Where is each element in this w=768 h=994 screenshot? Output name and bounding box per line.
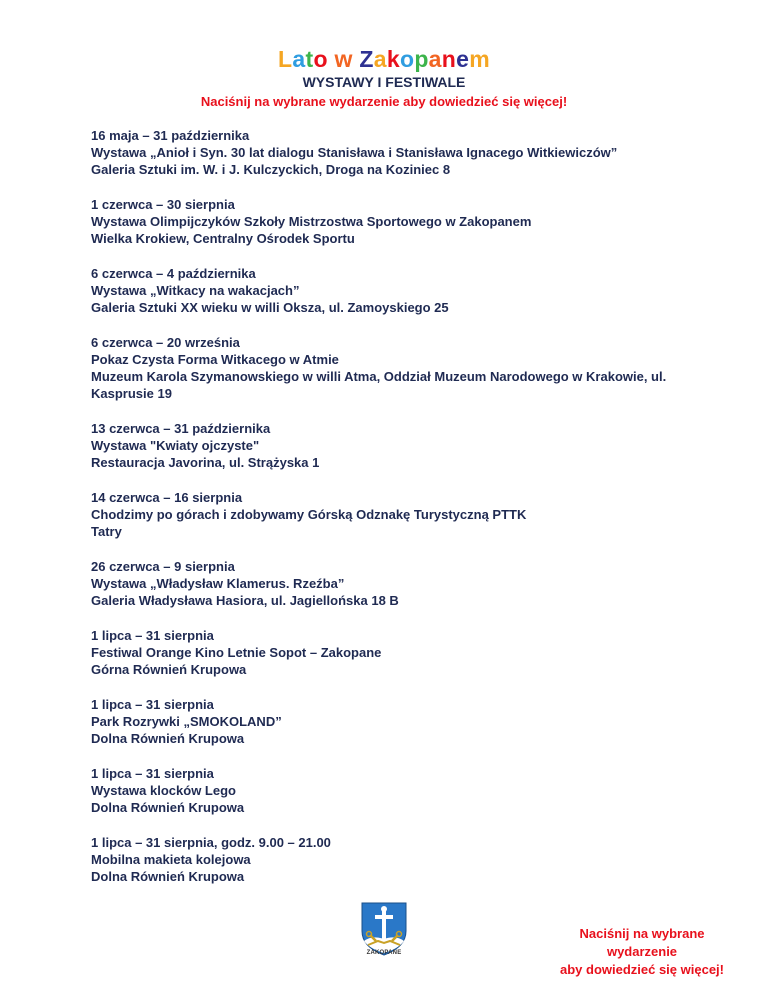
title-letter: a <box>292 46 306 72</box>
corner-hint-line: aby dowiedzieć się więcej! <box>559 962 724 977</box>
corner-hint-line: Naciśnij na wybrane <box>579 926 705 941</box>
event-list <box>91 127 711 903</box>
title-letter: t <box>305 46 314 72</box>
event-dates: 13 czerwca – 31 października <box>91 421 271 436</box>
event-dates: 26 czerwca – 9 sierpnia <box>91 559 235 574</box>
event-item[interactable] <box>91 127 711 178</box>
title-letter: o <box>399 46 415 72</box>
title-letter: w <box>334 46 353 72</box>
corner-hint[interactable] <box>542 925 742 979</box>
event-item[interactable] <box>91 696 711 747</box>
title-letter: k <box>386 46 400 72</box>
event-dates: 1 lipca – 31 sierpnia <box>91 766 214 781</box>
event-place: Galeria Sztuki im. W. i J. Kulczyckich, Droga na Koziniec 8 <box>91 162 451 177</box>
event-name: Wystawa „Witkacy na wakacjach” <box>91 283 300 298</box>
event-name: Chodzimy po górach i zdobywamy Górską Odznakę Turystyczną PTTK <box>91 507 527 522</box>
event-name: Wystawa „Anioł i Syn. 30 lat dialogu Stanisława i Stanisława Ignacego Witkiewiczów” <box>91 145 618 160</box>
event-name: Wystawa "Kwiaty ojczyste" <box>91 438 260 453</box>
event-name: Park Rozrywki „SMOKOLAND” <box>91 714 282 729</box>
event-name: Wystawa „Władysław Klamerus. Rzeźba” <box>91 576 345 591</box>
title-letter: p <box>414 46 429 72</box>
title-letter: a <box>428 46 442 72</box>
event-place: Dolna Równień Krupowa <box>91 731 245 746</box>
event-dates: 14 czerwca – 16 sierpnia <box>91 490 243 505</box>
event-place: Muzeum Karola Szymanowskiego w willi Atma, Oddział Muzeum Narodowego w Krakowie, ul. Kasprusie 19 <box>91 369 667 401</box>
event-name: Wystawa Olimpijczyków Szkoły Mistrzostwa Sportowego w Zakopanem <box>91 214 532 229</box>
event-place: Górna Równień Krupowa <box>91 662 247 677</box>
corner-hint-line: wydarzenie <box>606 944 678 959</box>
event-item[interactable] <box>91 627 711 678</box>
event-place: Dolna Równień Krupowa <box>91 869 245 884</box>
event-name: Wystawa klocków Lego <box>91 783 236 798</box>
event-name: Mobilna makieta kolejowa <box>91 852 251 867</box>
event-dates: 6 czerwca – 4 października <box>91 266 256 281</box>
event-item[interactable] <box>91 196 711 247</box>
title-letter: m <box>469 46 490 72</box>
page-title <box>0 46 768 73</box>
event-item[interactable] <box>91 265 711 316</box>
event-place: Wielka Krokiew, Centralny Ośrodek Sportu <box>91 231 355 246</box>
event-name: Pokaz Czysta Forma Witkacego w Atmie <box>91 352 339 367</box>
event-item[interactable] <box>91 765 711 816</box>
event-dates: 16 maja – 31 października <box>91 128 250 143</box>
event-dates: 1 lipca – 31 sierpnia <box>91 628 214 643</box>
title-letter: o <box>313 46 328 72</box>
event-dates: 6 czerwca – 20 września <box>91 335 240 350</box>
title-letter <box>328 46 335 72</box>
event-place: Dolna Równień Krupowa <box>91 800 245 815</box>
event-item[interactable] <box>91 834 711 885</box>
event-place: Restauracja Javorina, ul. Strążyska 1 <box>91 455 320 470</box>
title-letter: Z <box>359 46 374 72</box>
title-letter: n <box>441 46 457 72</box>
logo-caption: ZAKOPANE <box>366 950 402 956</box>
title-letter: a <box>373 46 387 72</box>
event-item[interactable] <box>91 334 711 402</box>
event-name: Festiwal Orange Kino Letnie Sopot – Zakopane <box>91 645 382 660</box>
instruction-hint: Naciśnij na wybrane wydarzenie aby dowiedzieć się więcej! <box>200 94 568 109</box>
event-dates: 1 lipca – 31 sierpnia <box>91 697 214 712</box>
event-item[interactable] <box>91 558 711 609</box>
title-letter: e <box>456 46 470 72</box>
title-letter: L <box>278 46 293 72</box>
event-dates: 1 lipca – 31 sierpnia, godz. 9.00 – 21.00 <box>91 835 331 850</box>
event-item[interactable] <box>91 420 711 471</box>
event-place: Tatry <box>91 524 122 539</box>
event-dates: 1 czerwca – 30 sierpnia <box>91 197 235 212</box>
event-place: Galeria Sztuki XX wieku w willi Oksza, ul. Zamoyskiego 25 <box>91 300 449 315</box>
event-item[interactable] <box>91 489 711 540</box>
section-subtitle: WYSTAWY I FESTIWALE <box>302 74 466 90</box>
event-place: Galeria Władysława Hasiora, ul. Jagiellońska 18 B <box>91 593 399 608</box>
